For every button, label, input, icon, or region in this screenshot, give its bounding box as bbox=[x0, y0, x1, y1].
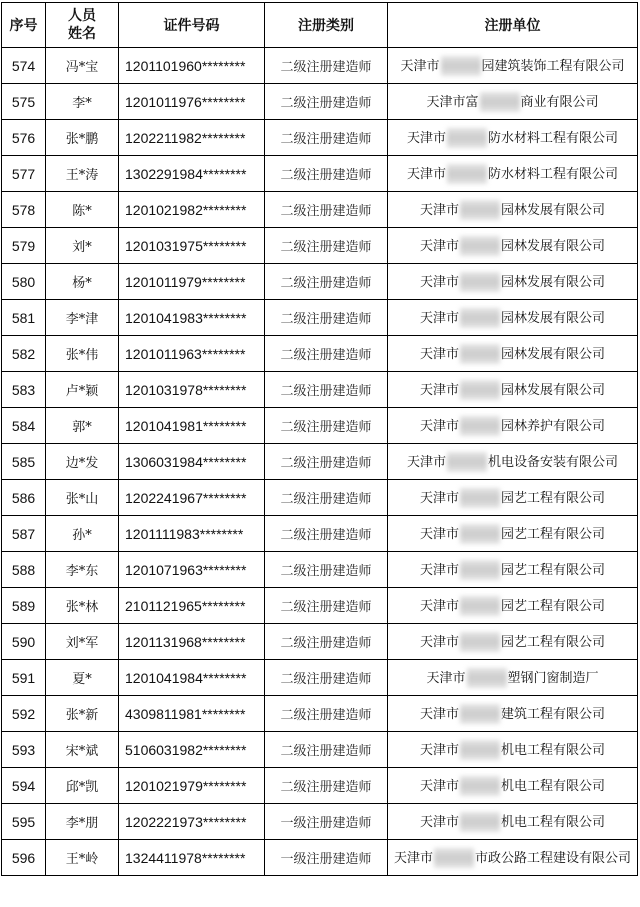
row-seq: 578 bbox=[2, 192, 46, 228]
redaction-blur bbox=[460, 380, 500, 400]
row-registration-unit bbox=[388, 84, 638, 120]
row-registration-unit bbox=[388, 768, 638, 804]
row-registration-type: 二级注册建造师 bbox=[265, 48, 388, 84]
unit-prefix: 天津市 bbox=[393, 850, 433, 866]
table-row bbox=[2, 48, 638, 84]
row-id-number: 4309811981******** bbox=[119, 696, 265, 732]
row-seq: 584 bbox=[2, 408, 46, 444]
row-seq: 575 bbox=[2, 84, 46, 120]
row-registration-type: 二级注册建造师 bbox=[265, 372, 388, 408]
row-name: 杨* bbox=[46, 264, 119, 300]
row-registration-unit bbox=[388, 660, 638, 696]
table-row bbox=[2, 372, 638, 408]
row-registration-type: 二级注册建造师 bbox=[265, 696, 388, 732]
unit-suffix: 园林发展有限公司 bbox=[501, 346, 606, 362]
table-row bbox=[2, 660, 638, 696]
unit-prefix: 天津市 bbox=[419, 706, 459, 722]
row-registration-unit bbox=[388, 516, 638, 552]
row-registration-type: 二级注册建造师 bbox=[265, 588, 388, 624]
row-seq: 585 bbox=[2, 444, 46, 480]
row-registration-unit bbox=[388, 588, 638, 624]
table-row bbox=[2, 408, 638, 444]
header-name-line1: 人员 bbox=[68, 8, 96, 24]
redaction-blur bbox=[460, 704, 500, 724]
unit-suffix: 建筑工程有限公司 bbox=[501, 706, 606, 722]
table-row bbox=[2, 228, 638, 264]
row-registration-type: 二级注册建造师 bbox=[265, 624, 388, 660]
unit-suffix: 机电设备安装有限公司 bbox=[488, 454, 619, 470]
row-name: 刘* bbox=[46, 228, 119, 264]
unit-suffix: 机电工程有限公司 bbox=[501, 814, 606, 830]
unit-prefix: 天津市 bbox=[419, 202, 459, 218]
row-seq: 593 bbox=[2, 732, 46, 768]
row-id-number: 1201071963******** bbox=[119, 552, 265, 588]
row-registration-type: 二级注册建造师 bbox=[265, 120, 388, 156]
row-registration-unit bbox=[388, 228, 638, 264]
redaction-blur bbox=[467, 668, 507, 688]
redaction-blur bbox=[441, 56, 481, 76]
row-id-number: 1201011963******** bbox=[119, 336, 265, 372]
unit-suffix: 园林发展有限公司 bbox=[501, 238, 606, 254]
row-id-number: 1201011979******** bbox=[119, 264, 265, 300]
redaction-blur bbox=[460, 344, 500, 364]
row-name: 夏* bbox=[46, 660, 119, 696]
table-row bbox=[2, 516, 638, 552]
row-registration-unit bbox=[388, 120, 638, 156]
registration-table-page bbox=[1, 2, 638, 876]
row-name: 张*山 bbox=[46, 480, 119, 516]
row-registration-unit bbox=[388, 372, 638, 408]
unit-suffix: 园艺工程有限公司 bbox=[501, 598, 606, 614]
redaction-blur bbox=[460, 272, 500, 292]
redaction-blur bbox=[460, 740, 500, 760]
row-registration-unit bbox=[388, 552, 638, 588]
unit-prefix: 天津市 bbox=[419, 562, 459, 578]
redaction-blur bbox=[460, 524, 500, 544]
table-row bbox=[2, 768, 638, 804]
unit-prefix: 天津市 bbox=[419, 598, 459, 614]
row-name: 张*林 bbox=[46, 588, 119, 624]
table-row bbox=[2, 552, 638, 588]
row-id-number: 1201041984******** bbox=[119, 660, 265, 696]
row-seq: 591 bbox=[2, 660, 46, 696]
unit-suffix: 防水材料工程有限公司 bbox=[488, 166, 619, 182]
row-seq: 583 bbox=[2, 372, 46, 408]
row-registration-unit bbox=[388, 408, 638, 444]
redaction-blur bbox=[480, 92, 520, 112]
unit-prefix: 天津市 bbox=[419, 634, 459, 650]
unit-prefix: 天津市 bbox=[419, 274, 459, 290]
unit-prefix: 天津市 bbox=[419, 742, 459, 758]
table-row bbox=[2, 336, 638, 372]
row-registration-unit bbox=[388, 696, 638, 732]
redaction-blur bbox=[460, 416, 500, 436]
row-id-number: 5106031982******** bbox=[119, 732, 265, 768]
row-name: 宋*斌 bbox=[46, 732, 119, 768]
table-row bbox=[2, 624, 638, 660]
row-id-number: 1324411978******** bbox=[119, 840, 265, 876]
row-name: 李*津 bbox=[46, 300, 119, 336]
row-seq: 577 bbox=[2, 156, 46, 192]
row-name: 王*岭 bbox=[46, 840, 119, 876]
row-id-number: 1201131968******** bbox=[119, 624, 265, 660]
unit-suffix: 机电工程有限公司 bbox=[501, 742, 606, 758]
redaction-blur bbox=[460, 200, 500, 220]
row-id-number: 1201101960******** bbox=[119, 48, 265, 84]
row-registration-unit bbox=[388, 192, 638, 228]
unit-prefix: 天津市 bbox=[419, 382, 459, 398]
row-id-number: 1201041983******** bbox=[119, 300, 265, 336]
row-name: 邱*凯 bbox=[46, 768, 119, 804]
redaction-blur bbox=[460, 488, 500, 508]
redaction-blur bbox=[460, 632, 500, 652]
row-id-number: 1201111983******** bbox=[119, 516, 265, 552]
row-seq: 586 bbox=[2, 480, 46, 516]
table-row bbox=[2, 804, 638, 840]
unit-suffix: 机电工程有限公司 bbox=[501, 778, 606, 794]
redaction-blur bbox=[460, 236, 500, 256]
row-registration-unit bbox=[388, 336, 638, 372]
redaction-blur bbox=[460, 560, 500, 580]
row-name: 郭* bbox=[46, 408, 119, 444]
row-name: 刘*军 bbox=[46, 624, 119, 660]
row-id-number: 1302291984******** bbox=[119, 156, 265, 192]
header-id: 证件号码 bbox=[119, 3, 265, 48]
unit-prefix: 天津市 bbox=[419, 418, 459, 434]
row-seq: 590 bbox=[2, 624, 46, 660]
row-registration-type: 一级注册建造师 bbox=[265, 804, 388, 840]
unit-prefix: 天津市 bbox=[419, 526, 459, 542]
row-registration-type: 二级注册建造师 bbox=[265, 228, 388, 264]
row-seq: 581 bbox=[2, 300, 46, 336]
row-seq: 595 bbox=[2, 804, 46, 840]
redaction-blur bbox=[460, 596, 500, 616]
row-seq: 588 bbox=[2, 552, 46, 588]
row-registration-unit bbox=[388, 264, 638, 300]
unit-prefix: 天津市 bbox=[426, 670, 466, 686]
row-registration-unit bbox=[388, 48, 638, 84]
table-row bbox=[2, 192, 638, 228]
row-id-number: 1202211982******** bbox=[119, 120, 265, 156]
row-id-number: 1201041981******** bbox=[119, 408, 265, 444]
unit-suffix: 园林发展有限公司 bbox=[501, 274, 606, 290]
header-unit: 注册单位 bbox=[388, 3, 638, 48]
row-registration-unit bbox=[388, 840, 638, 876]
table-row bbox=[2, 588, 638, 624]
table-header-row bbox=[2, 3, 638, 48]
row-registration-unit bbox=[388, 156, 638, 192]
row-name: 王*涛 bbox=[46, 156, 119, 192]
row-registration-unit bbox=[388, 624, 638, 660]
row-registration-type: 二级注册建造师 bbox=[265, 552, 388, 588]
table-row bbox=[2, 696, 638, 732]
table-row bbox=[2, 84, 638, 120]
unit-prefix: 天津市 bbox=[419, 490, 459, 506]
row-name: 张*新 bbox=[46, 696, 119, 732]
unit-suffix: 园林发展有限公司 bbox=[501, 202, 606, 218]
row-id-number: 1201011976******** bbox=[119, 84, 265, 120]
row-seq: 589 bbox=[2, 588, 46, 624]
unit-prefix: 天津市 bbox=[419, 814, 459, 830]
unit-prefix: 天津市富 bbox=[426, 94, 479, 110]
row-name: 孙* bbox=[46, 516, 119, 552]
row-registration-type: 二级注册建造师 bbox=[265, 156, 388, 192]
header-seq: 序号 bbox=[2, 3, 46, 48]
row-name: 陈* bbox=[46, 192, 119, 228]
row-registration-type: 二级注册建造师 bbox=[265, 444, 388, 480]
row-registration-unit bbox=[388, 804, 638, 840]
header-name bbox=[46, 3, 119, 48]
table-row bbox=[2, 444, 638, 480]
row-seq: 580 bbox=[2, 264, 46, 300]
row-name: 李* bbox=[46, 84, 119, 120]
unit-suffix: 园林发展有限公司 bbox=[501, 310, 606, 326]
redaction-blur bbox=[447, 452, 487, 472]
header-name-line2: 姓名 bbox=[68, 26, 96, 42]
row-registration-type: 二级注册建造师 bbox=[265, 732, 388, 768]
row-seq: 579 bbox=[2, 228, 46, 264]
row-id-number: 1306031984******** bbox=[119, 444, 265, 480]
redaction-blur bbox=[460, 812, 500, 832]
row-seq: 594 bbox=[2, 768, 46, 804]
table-row bbox=[2, 480, 638, 516]
table-row bbox=[2, 264, 638, 300]
table-row bbox=[2, 120, 638, 156]
unit-suffix: 塑钢门窗制造厂 bbox=[507, 670, 599, 686]
row-name: 边*发 bbox=[46, 444, 119, 480]
row-name: 卢*颖 bbox=[46, 372, 119, 408]
row-registration-type: 二级注册建造师 bbox=[265, 336, 388, 372]
unit-prefix: 天津市 bbox=[400, 58, 440, 74]
row-registration-unit bbox=[388, 300, 638, 336]
table-row bbox=[2, 732, 638, 768]
unit-suffix: 园林养护有限公司 bbox=[501, 418, 606, 434]
redaction-blur bbox=[460, 776, 500, 796]
row-seq: 582 bbox=[2, 336, 46, 372]
redaction-blur bbox=[434, 848, 474, 868]
row-registration-type: 二级注册建造师 bbox=[265, 516, 388, 552]
row-id-number: 1201021979******** bbox=[119, 768, 265, 804]
unit-suffix: 园艺工程有限公司 bbox=[501, 562, 606, 578]
unit-prefix: 天津市 bbox=[419, 778, 459, 794]
unit-suffix: 园艺工程有限公司 bbox=[501, 526, 606, 542]
unit-suffix: 园林发展有限公司 bbox=[501, 382, 606, 398]
row-id-number: 1201031975******** bbox=[119, 228, 265, 264]
row-name: 冯*宝 bbox=[46, 48, 119, 84]
row-registration-type: 二级注册建造师 bbox=[265, 264, 388, 300]
redaction-blur bbox=[460, 308, 500, 328]
row-id-number: 1202221973******** bbox=[119, 804, 265, 840]
row-registration-unit bbox=[388, 732, 638, 768]
row-id-number: 1201031978******** bbox=[119, 372, 265, 408]
unit-suffix: 园艺工程有限公司 bbox=[501, 634, 606, 650]
unit-prefix: 天津市 bbox=[406, 454, 446, 470]
row-id-number: 2101121965******** bbox=[119, 588, 265, 624]
row-registration-unit bbox=[388, 480, 638, 516]
row-name: 张*鹏 bbox=[46, 120, 119, 156]
table-row bbox=[2, 840, 638, 876]
table-row bbox=[2, 156, 638, 192]
row-seq: 592 bbox=[2, 696, 46, 732]
row-seq: 596 bbox=[2, 840, 46, 876]
row-registration-type: 二级注册建造师 bbox=[265, 192, 388, 228]
registration-table bbox=[1, 2, 638, 876]
unit-prefix: 天津市 bbox=[419, 310, 459, 326]
unit-suffix: 园艺工程有限公司 bbox=[501, 490, 606, 506]
row-registration-type: 二级注册建造师 bbox=[265, 768, 388, 804]
row-registration-unit bbox=[388, 444, 638, 480]
row-seq: 576 bbox=[2, 120, 46, 156]
unit-prefix: 天津市 bbox=[406, 130, 446, 146]
row-registration-type: 二级注册建造师 bbox=[265, 480, 388, 516]
row-registration-type: 一级注册建造师 bbox=[265, 840, 388, 876]
row-seq: 574 bbox=[2, 48, 46, 84]
unit-prefix: 天津市 bbox=[419, 238, 459, 254]
row-registration-type: 二级注册建造师 bbox=[265, 660, 388, 696]
unit-prefix: 天津市 bbox=[419, 346, 459, 362]
row-seq: 587 bbox=[2, 516, 46, 552]
row-registration-type: 二级注册建造师 bbox=[265, 408, 388, 444]
unit-suffix: 市政公路工程建设有限公司 bbox=[475, 850, 632, 866]
header-type: 注册类别 bbox=[265, 3, 388, 48]
unit-suffix: 防水材料工程有限公司 bbox=[488, 130, 619, 146]
row-name: 李*东 bbox=[46, 552, 119, 588]
unit-suffix: 园建筑装饰工程有限公司 bbox=[481, 58, 625, 74]
table-body bbox=[2, 48, 638, 876]
redaction-blur bbox=[447, 128, 487, 148]
row-registration-type: 二级注册建造师 bbox=[265, 300, 388, 336]
redaction-blur bbox=[447, 164, 487, 184]
table-row bbox=[2, 300, 638, 336]
row-name: 张*伟 bbox=[46, 336, 119, 372]
unit-prefix: 天津市 bbox=[406, 166, 446, 182]
row-registration-type: 二级注册建造师 bbox=[265, 84, 388, 120]
row-name: 李*朋 bbox=[46, 804, 119, 840]
row-id-number: 1202241967******** bbox=[119, 480, 265, 516]
unit-suffix: 商业有限公司 bbox=[520, 94, 599, 110]
row-id-number: 1201021982******** bbox=[119, 192, 265, 228]
